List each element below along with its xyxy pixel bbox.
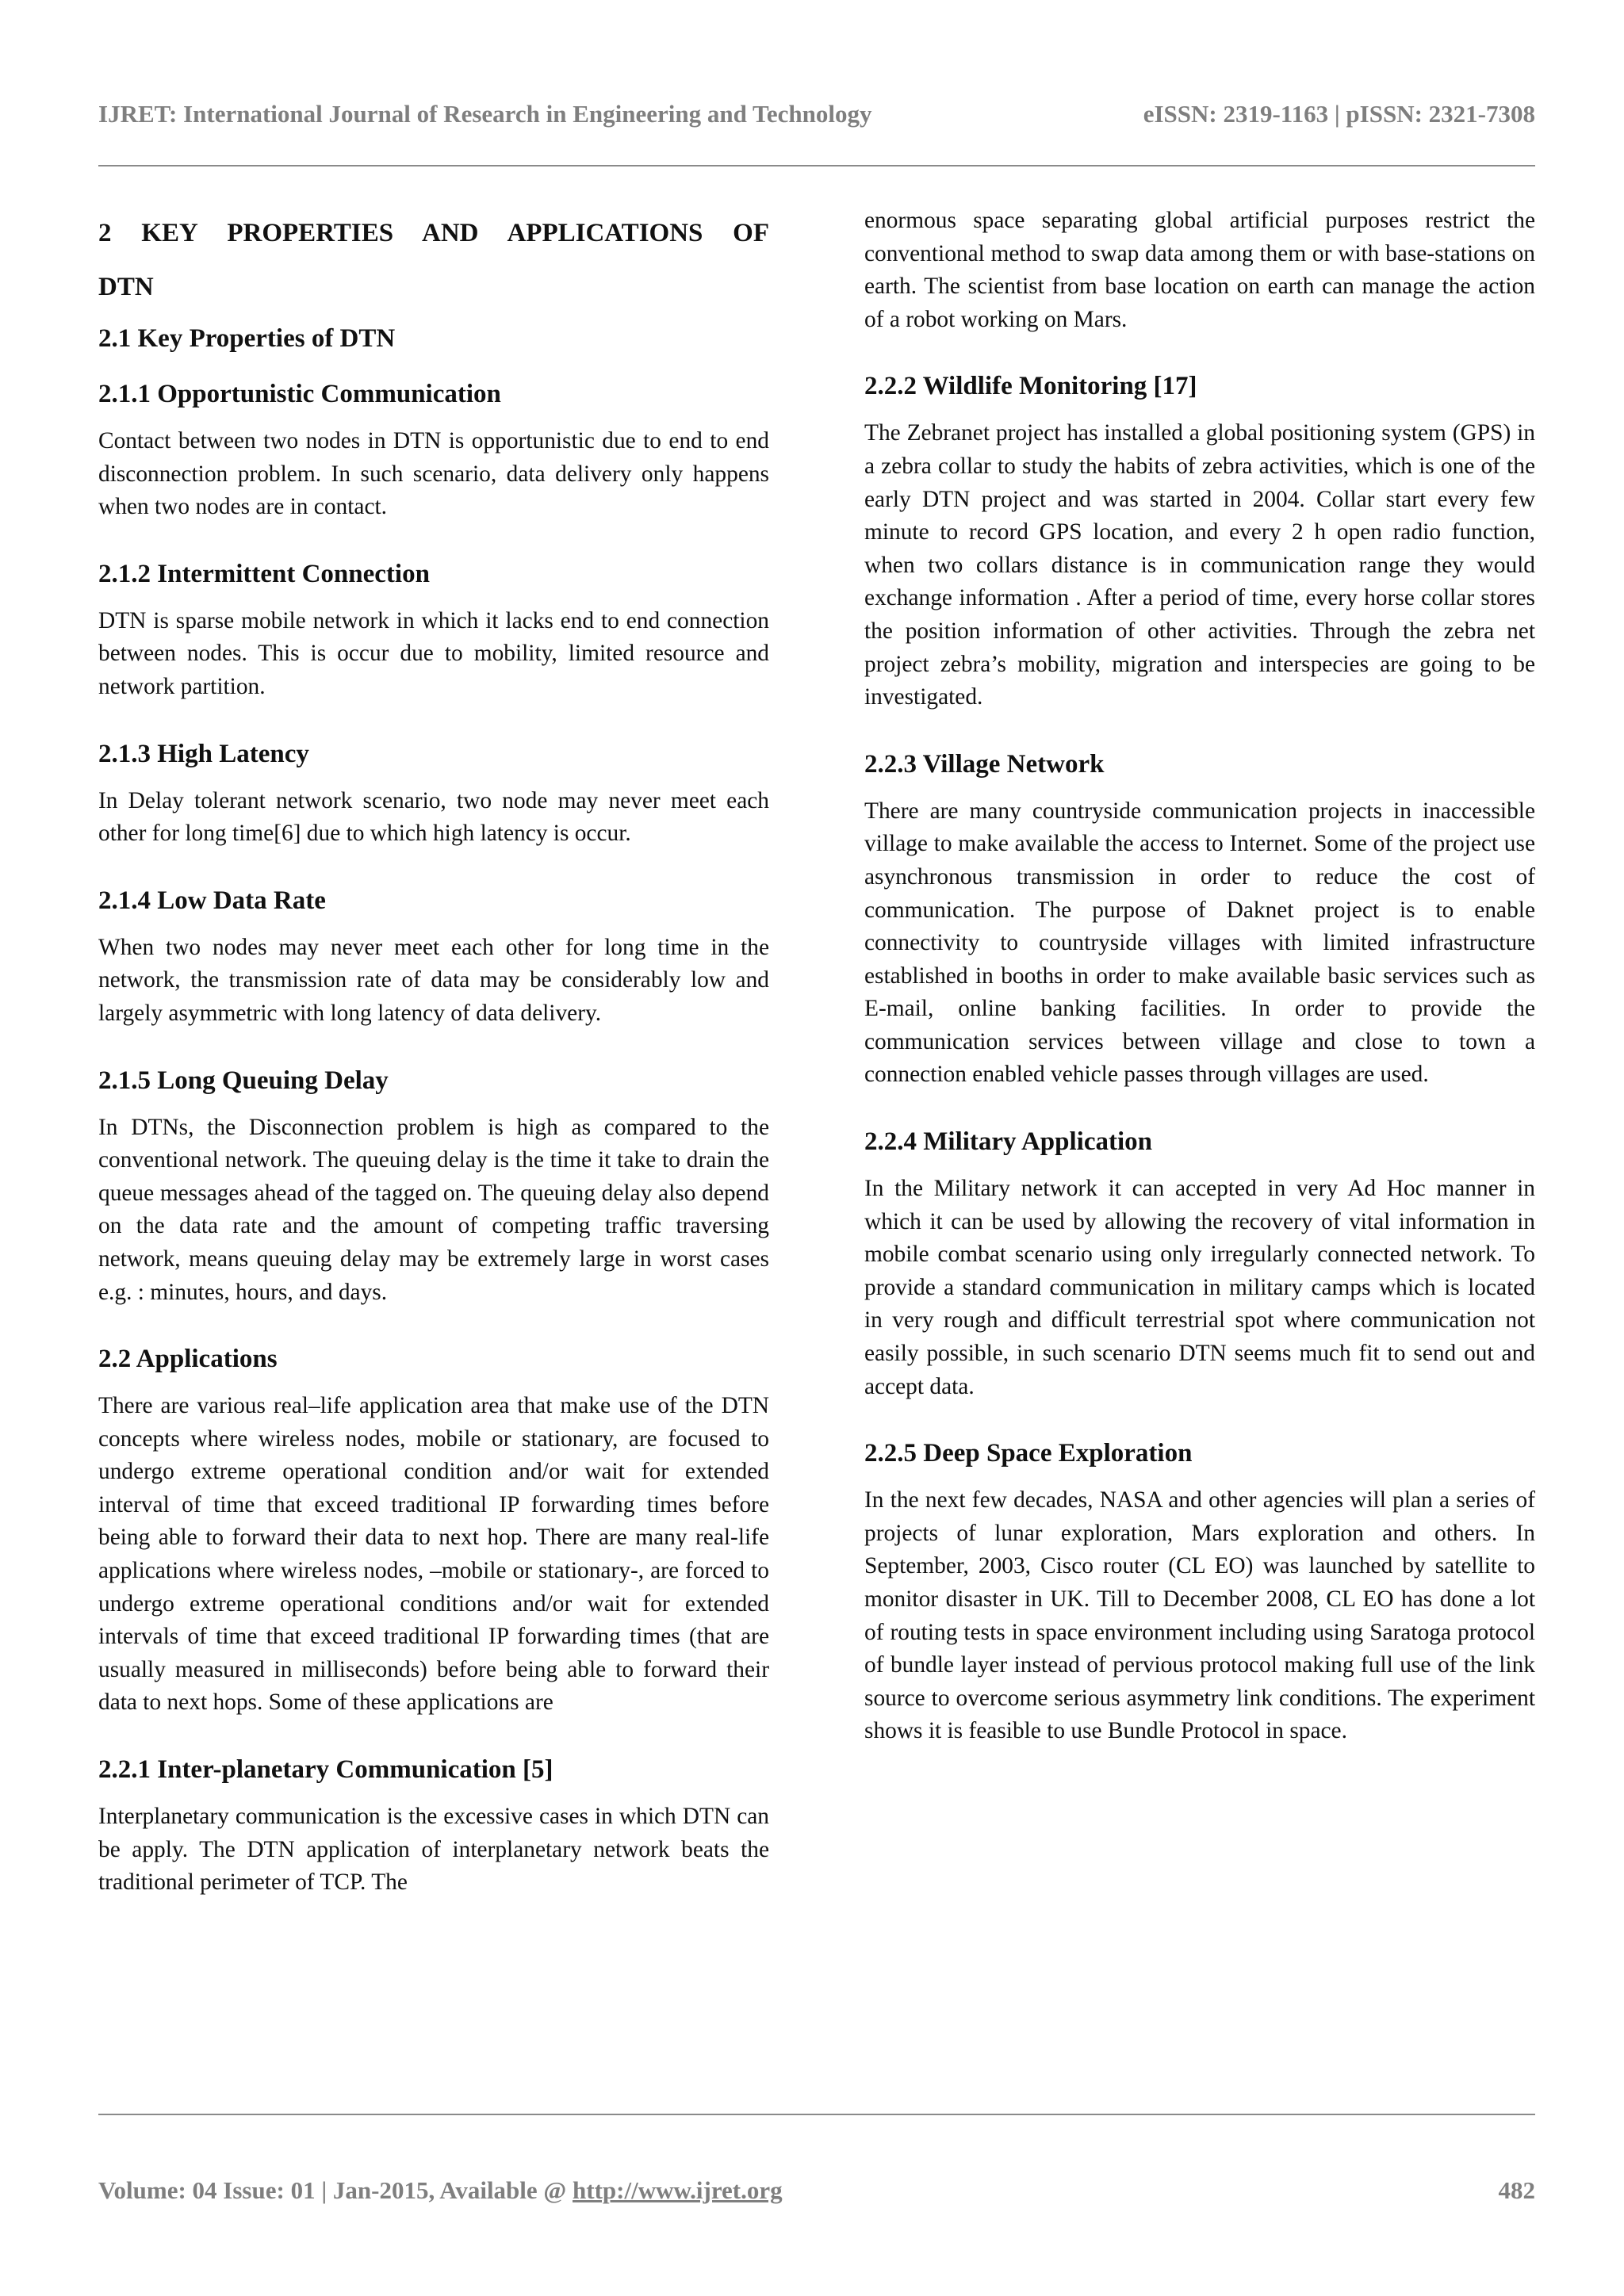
left-column bbox=[98, 206, 769, 1930]
section-2-2-1-paragraph: Interplanetary communication is the excessive cases in which DTN can be apply. The DTN application of interplanetary network beats the traditional perimeter of TCP. The bbox=[98, 1804, 769, 1896]
section-2-1-2-paragraph: DTN is sparse mobile network in which it lacks end to end connection between nodes. This is occur due to mobility, limited resource and network partition. bbox=[98, 607, 769, 699]
section-2-2-4-paragraph: In the Military network it can accepted in very Ad Hoc manner in which it can be used by allowing the recovery of vital information in mobile combat scenario using only irregularly connected network. To provide a standard communication in military camps which is located in very rough and difficult terrestrial spot where communication not easily possible, in such scenario DTN seems much fit to send out and accept data. bbox=[864, 1176, 1535, 1399]
section-2-2-5-paragraph: In the next few decades, NASA and other agencies will plan a series of projects of lunar exploration, Mars exploration and others. In September, 2003, Cisco router (CL EO) was launched by satellite to monitor disaster in UK. Till to December 2008, CL EO has done a lot of routing tests in space environment including using Saratoga protocol of bundle layer instead of pervious protocol making full use of the link source to overcome serious asymmetry link conditions. The experiment shows it is feasible to use Bundle Protocol in space. bbox=[864, 1487, 1535, 1744]
section-2-1-5-paragraph: In DTNs, the Disconnection problem is high as compared to the conventional network. The queuing delay is the time it take to drain the queue messages ahead of the tagged on. The queuing delay also depend on the data rate and the amount of competing traffic traversing network, means queuing delay may be extremely large in worst cases e.g. : minutes, hours, and days. bbox=[98, 1114, 769, 1305]
section-2-1-3-heading: 2.1.3 High Latency bbox=[98, 739, 309, 768]
volume-info bbox=[98, 2176, 783, 2205]
section-2-heading-continued: DTN bbox=[98, 273, 154, 301]
header-divider bbox=[98, 165, 1535, 166]
section-2-2-5-heading: 2.2.5 Deep Space Exploration bbox=[864, 1439, 1193, 1468]
section-2-2-paragraph: There are various real–life application area that make use of the DTN concepts where wireless nodes, mobile or stationary, are focused to undergo extreme operational condition and/or wait for extended interval of time that exceed traditional IP forwarding times before being able to forward their data to next hop. There are many real-life applications where wireless nodes, –mobile or stationary-, are forced to undergo extreme operational conditions and/or wait for extended intervals of time that exceed traditional IP forwarding times (that are usually measured in milliseconds) before being able to forward their data to next hops. Some of these applications are bbox=[98, 1393, 769, 1716]
section-2-1-1-paragraph: Contact between two nodes in DTN is opportunistic due to end to end disconnection problem. In such scenario, data delivery only happens when two nodes are in contact. bbox=[98, 428, 769, 520]
section-2-2-2-heading: 2.2.2 Wildlife Monitoring [17] bbox=[864, 372, 1197, 401]
journal-link[interactable]: http://www.ijret.org bbox=[573, 2176, 783, 2204]
section-2-1-5-heading: 2.1.5 Long Queuing Delay bbox=[98, 1066, 389, 1095]
section-2-1-1-heading: 2.1.1 Opportunistic Communication bbox=[98, 380, 501, 408]
section-2-1-4-paragraph: When two nodes may never meet each other for long time in the network, the transmission rate of data may be considerably low and largely asymmetric with long latency of data delivery. bbox=[98, 934, 769, 1026]
section-2-2-1-paragraph-continued: enormous space separating global artificial purposes restrict the conventional method to swap data among them or with base-stations on earth. The scientist from base location on earth can manage the action of a robot working on Mars. bbox=[864, 208, 1535, 332]
section-2-2-heading: 2.2 Applications bbox=[98, 1345, 278, 1374]
running-header bbox=[98, 100, 1535, 128]
right-column bbox=[864, 208, 1535, 1778]
page-number: 482 bbox=[1498, 2176, 1535, 2204]
section-2-2-3-heading: 2.2.3 Village Network bbox=[864, 749, 1105, 779]
section-2-1-4-heading: 2.1.4 Low Data Rate bbox=[98, 886, 326, 915]
section-2-2-1-heading: 2.2.1 Inter-planetary Communication [5] bbox=[98, 1755, 553, 1785]
issn-info: eISSN: 2319-1163 | pISSN: 2321-7308 bbox=[1143, 100, 1535, 128]
journal-title: IJRET: International Journal of Research in Engineering and Technology bbox=[98, 100, 872, 128]
section-2-2-3-paragraph: There are many countryside communication projects in inaccessible village to make available the access to Internet. Some of the project use asynchronous transmission in order to reduce the cost of communication. The purpose of Daknet project is to enable connectivity to countryside villages with limited infrastructure established in booths in order to make available basic services such as E-mail, online banking facilities. In order to provide the communication services between village and close to town a connection enabled vehicle passes through villages are used. bbox=[864, 798, 1535, 1088]
section-2-2-4-heading: 2.2.4 Military Application bbox=[864, 1127, 1152, 1157]
section-2-1-2-heading: 2.1.2 Intermittent Connection bbox=[98, 559, 430, 588]
running-footer bbox=[98, 2176, 1535, 2205]
section-2-1-3-paragraph: In Delay tolerant network scenario, two node may never meet each other for long time[6] due to which high latency is occur. bbox=[98, 787, 769, 847]
section-2-heading: 2 KEY PROPERTIES AND APPLICATIONS OF bbox=[98, 219, 769, 247]
section-2-1-heading: 2.1 Key Properties of DTN bbox=[98, 324, 396, 353]
footer-divider bbox=[98, 2114, 1535, 2115]
section-2-2-2-paragraph: The Zebranet project has installed a global positioning system (GPS) in a zebra collar to study the habits of zebra activities, which is one of the early DTN project and was started in 2004. Collar start every few minute to record GPS location, and every 2 h open radio function, when two collars distance is in communication range they would exchange information . After a period of time, every horse collar stores the position information of other activities. Through the zebra net project zebra’s mobility, migration and interspecies are going to be investigated. bbox=[864, 420, 1535, 710]
volume-text: Volume: 04 Issue: 01 | Jan-2015, Available @ bbox=[98, 2176, 573, 2204]
